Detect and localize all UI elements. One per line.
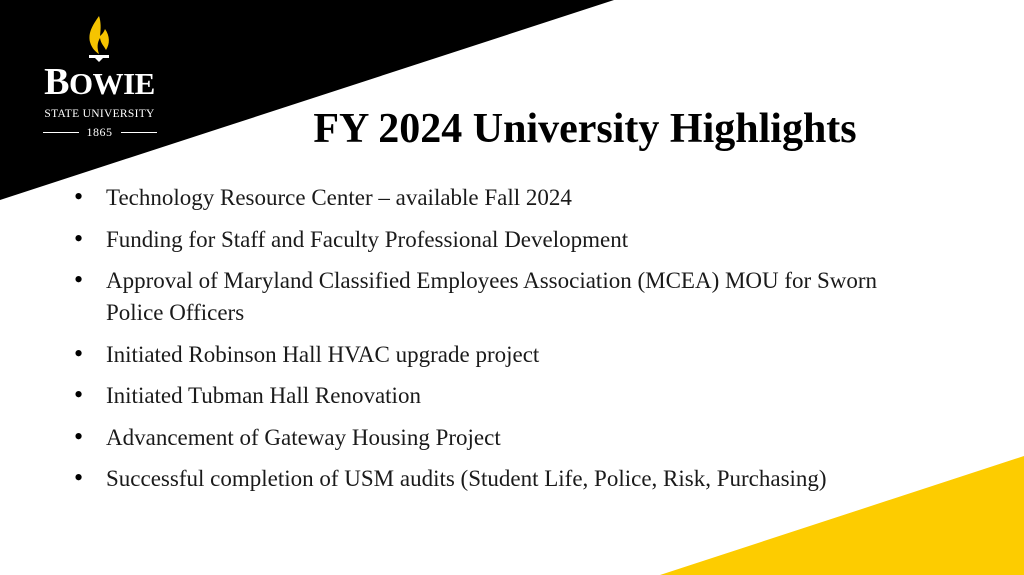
logo-subtitle: STATE UNIVERSITY	[44, 108, 155, 120]
highlight-item	[72, 182, 932, 214]
highlights-list	[72, 182, 932, 505]
logo-wordmark	[27, 62, 172, 104]
highlight-text: Advancement of Gateway Housing Project	[106, 424, 501, 450]
logo-rule-right	[121, 132, 157, 133]
logo-wordmark-rest: OWIE	[69, 66, 155, 101]
highlight-text: Initiated Tubman Hall Renovation	[106, 383, 421, 408]
bullet-dot-icon: •	[74, 182, 84, 211]
highlight-text: Successful completion of USM audits (Student Life, Police, Risk, Purchasing)	[106, 466, 827, 491]
slide-title: FY 2024 University Highlights	[313, 106, 857, 152]
highlight-item	[72, 224, 932, 256]
highlight-item	[72, 265, 932, 329]
highlight-text: Approval of Maryland Classified Employees Association (MCEA) MOU for Sworn Police Officers	[106, 268, 878, 325]
bullet-dot-icon: •	[74, 421, 84, 451]
bullet-dot-icon: •	[74, 265, 84, 294]
logo-rule-left	[43, 132, 79, 133]
logo-year: 1865	[86, 124, 113, 139]
bullet-dot-icon: •	[74, 463, 84, 492]
highlight-text: Funding for Staff and Faculty Professional Development	[106, 226, 629, 252]
logo-wordmark-initial: B	[44, 61, 69, 103]
bullet-dot-icon: •	[74, 223, 84, 253]
highlight-item	[72, 422, 932, 454]
highlight-item	[72, 463, 932, 495]
flame-icon	[86, 16, 112, 62]
highlight-item	[72, 380, 932, 412]
highlight-item	[72, 339, 932, 371]
bullet-dot-icon: •	[74, 380, 84, 409]
highlight-text: Initiated Robinson Hall HVAC upgrade project	[106, 341, 540, 367]
bullet-dot-icon: •	[74, 338, 84, 368]
bowie-state-logo	[27, 16, 172, 146]
logo-year-row	[27, 124, 172, 140]
highlight-text: Technology Resource Center – available Fall 2024	[106, 185, 572, 210]
